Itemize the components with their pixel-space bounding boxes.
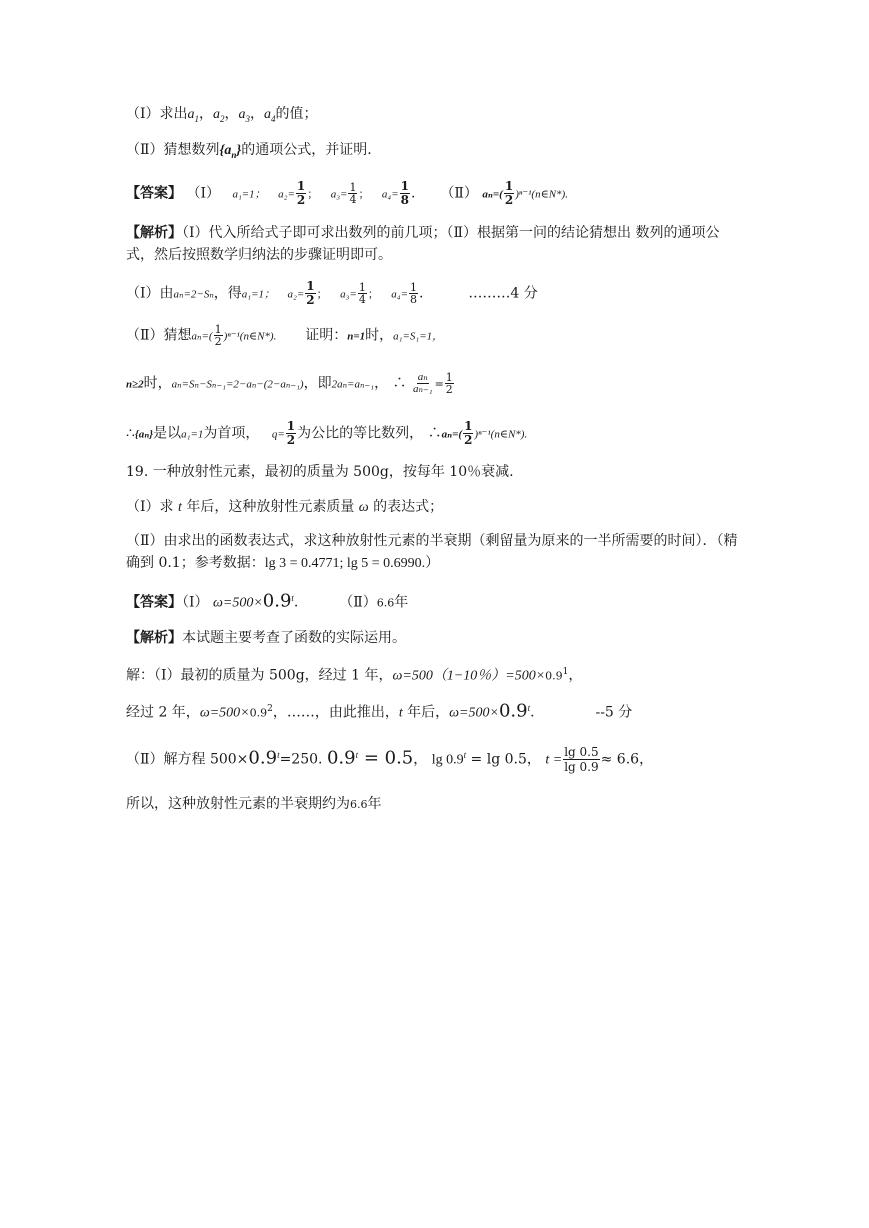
solution-part-2: （Ⅱ）猜想aₙ=( $\frac{1}{2}$ )ⁿ⁻¹(n∈N*). 证明：n=1时，a₁=S₁=1，	[126, 323, 444, 348]
analysis-text: 本试题主要考查了函数的实际运用。	[182, 630, 406, 646]
analysis-1	[126, 222, 736, 266]
math-a3: $a_3$	[238, 107, 251, 124]
fraction: $\frac{1}{2}$	[296, 179, 306, 207]
solution-part-3: n≥2时，aₙ=Sₙ−Sₙ₋₁=2−aₙ−(2−aₙ₋₁)，即2aₙ=aₙ₋₁， ∴ $\frac{\text{aₙ}}{\text{aₙ₋₁}}$ = $\frac{1}{2}$	[126, 371, 453, 396]
math-a4: $a_4$	[264, 107, 276, 124]
fraction: $\frac{1}{2}$	[306, 279, 315, 307]
fraction: $\frac{1}{2}$	[286, 419, 296, 447]
fraction: $\frac{1}{2}$	[504, 179, 514, 207]
question-part-1: （Ⅰ）求出$a_1$，$a_2$，$a_3$，$a_4$的值；	[126, 106, 318, 124]
conclusion: 所以，这种放射性元素的半衰期约为6.6年	[126, 796, 382, 812]
score-note: ………4 分	[468, 285, 538, 302]
fraction: $\frac{1}{8}$	[400, 179, 410, 207]
question-19-part-1: （Ⅰ）求 t 年后，这种放射性元素质量 ω 的表达式；	[126, 499, 444, 515]
therefore-symbol: ∴	[392, 375, 407, 392]
score-note: --5 分	[595, 704, 633, 721]
answer-label: 【答案】	[126, 185, 182, 202]
question-19	[126, 462, 746, 482]
fraction: $\frac{\lg 0.5}{\lg 0.9}$	[564, 745, 599, 775]
analysis-2	[126, 628, 746, 648]
solution-part-4: ∴{aₙ}是以a₁=1为首项， q= $\frac{1}{2}$ 为公比的等比数列， ∴aₙ=( $\frac{1}{2}$ )ⁿ⁻¹(n∈N*).	[126, 419, 528, 447]
solution-19-part-3: （Ⅱ）解方程 $500\times 0.9^t=250$. $0.9^t = 0.5$， $\lg 0.9^t = \lg 0.5$， t = $\frac{\lg 0.5}{\lg 0.9}$ ≈ 6.6，	[126, 745, 654, 775]
fraction: $\frac{1}{2}$	[464, 419, 473, 447]
math-a2: $a_2$	[213, 107, 225, 124]
answer-1: 【答案】 （Ⅰ） a₁=1； a₂= $\frac{1}{2}$ ； a₃= $\frac{1}{4}$ ； a₄= $\frac{1}{8}$ . （Ⅱ） aₙ=( $\frac{1}{2}$ )ⁿ⁻¹(n∈N*).	[126, 179, 568, 207]
analysis-label: 【解析】	[126, 225, 182, 241]
solution-part-1: （Ⅰ）由aₙ=2−Sₙ，得a₁=1； a₂= $\frac{1}{2}$ ； a₃= $\frac{1}{4}$ ； a₄= $\frac{1}{8}$ . ………4 分	[126, 279, 538, 307]
analysis-label: 【解析】	[126, 630, 182, 646]
fraction: $\frac{1}{8}$	[410, 281, 418, 306]
math-seq: $\{a_n\}$	[219, 143, 242, 160]
fraction: $\frac{\text{aₙ}}{\text{aₙ₋₁}}$	[412, 371, 433, 395]
fraction: $\frac{1}{4}$	[358, 281, 366, 306]
fraction: $\frac{1}{4}$	[349, 181, 357, 206]
solution-19-part-1: 解：（Ⅰ）最初的质量为 500g，经过 1 年，ω=500（1−10％）$=500\times 0.9^1$，	[126, 667, 583, 684]
math-a1: $a_1$	[187, 107, 200, 124]
question-part-2: （Ⅱ）猜想数列$\{a_n\}$的通项公式，并证明.	[126, 142, 372, 160]
answer-label: 【答案】	[126, 594, 182, 611]
question-19-part-2: （Ⅱ）由求出的函数表达式，求这种放射性元素的半衰期（剩留量为原来的一半所需要的时间）．（精确到 0.1；参考数据：lg 3 = 0.4771; lg 5 = 0.6990.）	[126, 533, 738, 571]
question-19-text: 19. 一种放射性元素，最初的质量为 500g，按每年 10％衰减.	[126, 464, 514, 480]
analysis-text: （Ⅰ）代入所给式子即可求出数列的前几项；（Ⅱ）根据第一问的结论猜想出 数列的通项公式，然后按照数学归纳法的步骤证明即可。	[126, 225, 720, 263]
solution-19-part-2: 经过 2 年，$\omega=500\times 0.9^2$，……，由此推出，t 年后，$\omega=500\times 0.9^t$. --5 分	[126, 700, 633, 722]
fraction: $\frac{1}{2}$	[445, 371, 453, 396]
answer-2: 【答案】（Ⅰ） $\omega=500\times 0.9^t$. （Ⅱ）6.6年	[126, 590, 409, 612]
question-text: （Ⅰ）求出	[126, 106, 188, 122]
fraction: $\frac{1}{2}$	[214, 323, 222, 348]
